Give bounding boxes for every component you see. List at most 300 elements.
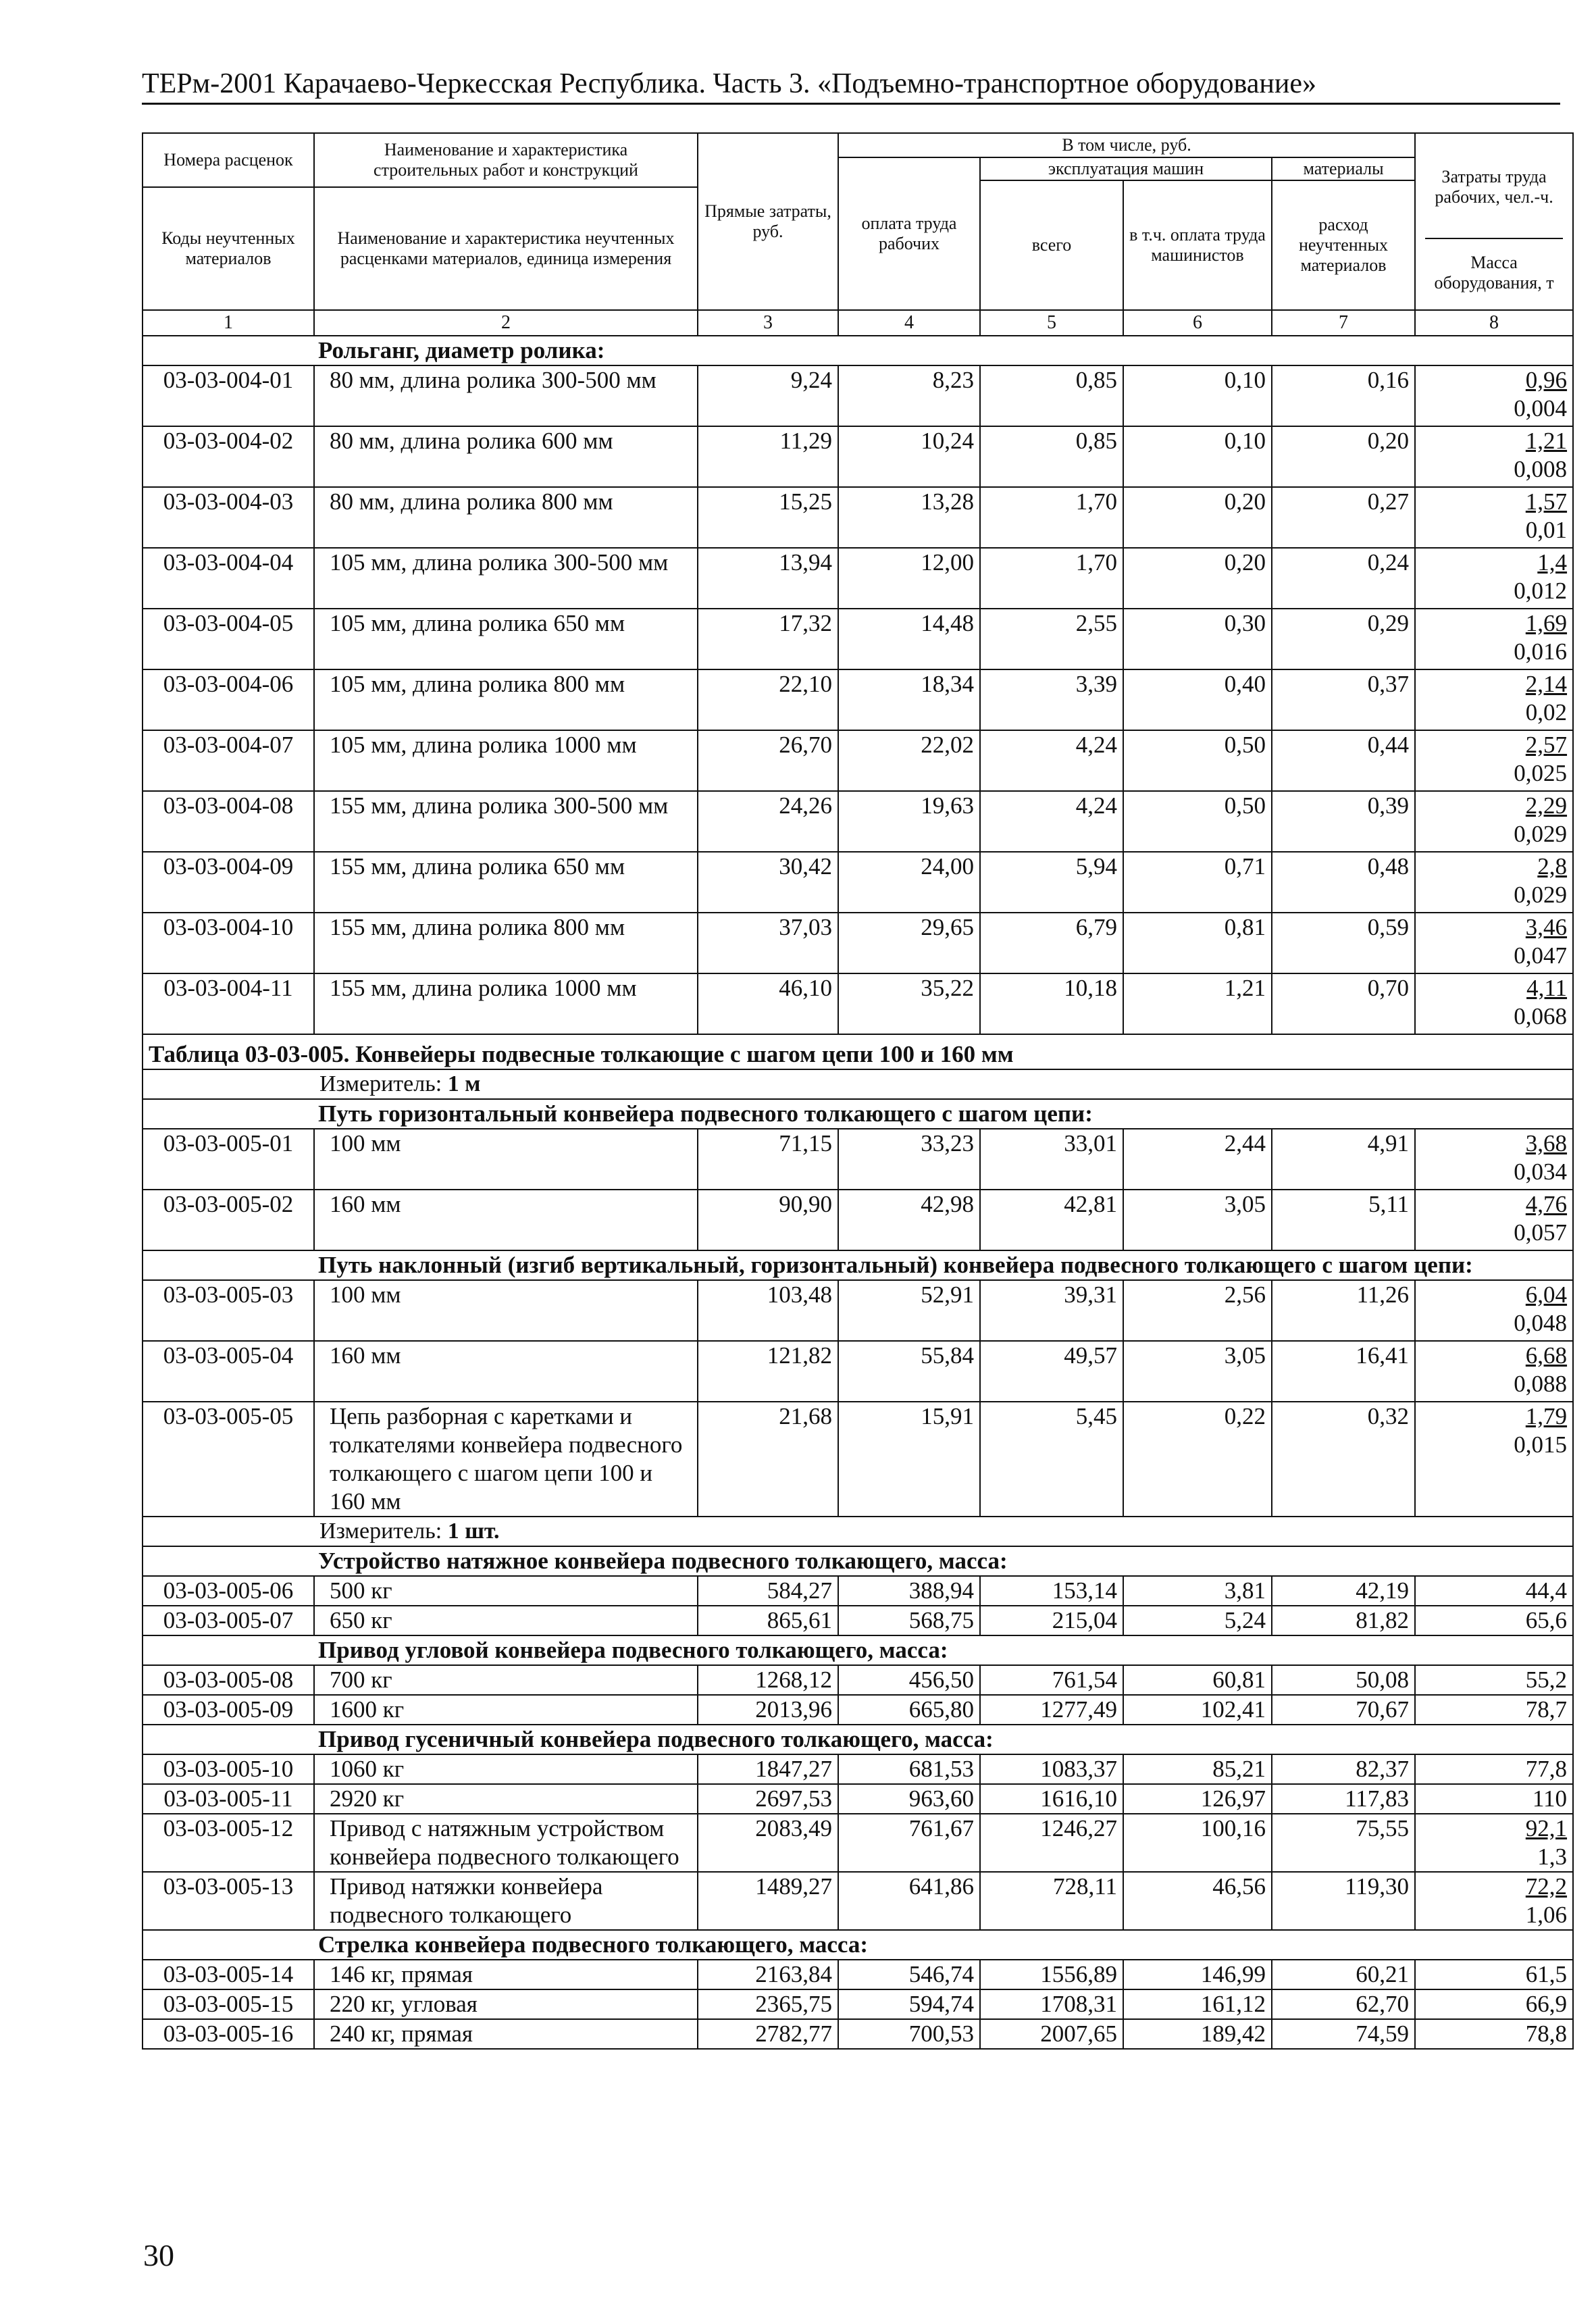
operators-cost: 0,50 [1123,730,1272,791]
table-row [143,1606,1573,1635]
spacer-cell [143,1034,1573,1040]
hours-mass-cell [1415,426,1573,487]
hours-mass-cell [1415,487,1573,548]
labor-hours: 2,29 [1525,792,1568,819]
materials-cost: 119,30 [1272,1872,1415,1930]
hours-mass-cell [1415,1695,1573,1725]
spacer-row [143,1034,1573,1040]
machines-cost: 1,70 [980,548,1123,609]
equipment-mass: 1,3 [1537,1844,1568,1870]
direct-cost: 21,68 [698,1402,838,1517]
operators-cost: 60,81 [1123,1665,1272,1695]
labor-hours: 0,96 [1525,367,1568,393]
table-row [143,1129,1573,1190]
section-spacer [143,1635,314,1665]
header-rule [142,103,1560,105]
machines-cost: 1,70 [980,487,1123,548]
section-heading: Привод угловой конвейера подвесного толкающего, масса: [314,1635,1573,1665]
table-row [143,1989,1573,2019]
machines-cost: 4,24 [980,730,1123,791]
section-heading: Рольганг, диаметр ролика: [314,336,1573,365]
hours-mass-cell [1415,2019,1573,2049]
direct-cost: 121,82 [698,1341,838,1402]
col6-header: в т.ч. оплата труда машинистов [1123,180,1272,310]
labor-cost: 546,74 [838,1960,980,1989]
operators-cost: 0,40 [1123,669,1272,730]
work-name: 220 кг, угловая [314,1989,698,2019]
labor-hours: 92,1 [1525,1815,1568,1841]
labor-hours: 65,6 [1525,1607,1568,1633]
equipment-mass: 0,01 [1525,517,1568,543]
rate-code: 03-03-004-10 [143,913,314,973]
labor-cost: 594,74 [838,1989,980,2019]
materials-cost: 0,24 [1272,548,1415,609]
labor-cost: 641,86 [838,1872,980,1930]
norms-table [142,132,1574,2050]
section-spacer [143,336,314,365]
section-heading: Путь наклонный (изгиб вертикальный, горизонтальный) конвейера подвесного толкающего с шагом цепи: [314,1250,1573,1280]
table-title: Таблица 03-03-005. Конвейеры подвесные толкающие с шагом цепи 100 и 160 мм [143,1040,1573,1069]
hours-mass-cell [1415,1280,1573,1341]
operators-cost: 0,81 [1123,913,1272,973]
rate-code: 03-03-005-02 [143,1190,314,1250]
page-number: 30 [143,2238,174,2272]
work-name: 155 мм, длина ролика 1000 мм [314,973,698,1034]
rate-code: 03-03-005-09 [143,1695,314,1725]
labor-cost: 10,24 [838,426,980,487]
table-row [143,1665,1573,1695]
direct-cost: 13,94 [698,548,838,609]
machines-cost: 10,18 [980,973,1123,1034]
labor-cost: 700,53 [838,2019,980,2049]
labor-hours: 61,5 [1525,1961,1568,1987]
operators-cost: 85,21 [1123,1754,1272,1784]
operators-cost: 0,10 [1123,426,1272,487]
labor-cost: 13,28 [838,487,980,548]
materials-cost: 81,82 [1272,1606,1415,1635]
direct-cost: 17,32 [698,609,838,669]
hours-mass-cell [1415,1341,1573,1402]
rate-code: 03-03-004-05 [143,609,314,669]
hours-mass-cell [1415,1606,1573,1635]
work-name: Цепь разборная с каретками и толкателями конвейера подвесного толкающего с шагом цепи 100 и 160 мм [314,1402,698,1517]
work-name: 80 мм, длина ролика 600 мм [314,426,698,487]
operators-cost: 102,41 [1123,1695,1272,1725]
equipment-mass: 0,025 [1514,760,1568,786]
table-row [143,1784,1573,1814]
measure-cell [314,1069,1573,1099]
labor-cost: 12,00 [838,548,980,609]
direct-cost: 46,10 [698,973,838,1034]
materials-cost: 62,70 [1272,1989,1415,2019]
machines-cost: 6,79 [980,913,1123,973]
machines-cost: 4,24 [980,791,1123,852]
materials-header: материалы [1272,157,1415,180]
materials-cost: 0,48 [1272,852,1415,913]
hours-mass-cell [1415,1872,1573,1930]
operators-cost: 0,22 [1123,1402,1272,1517]
labor-cost: 761,67 [838,1814,980,1872]
work-name: 105 мм, длина ролика 1000 мм [314,730,698,791]
labor-hours: 66,9 [1525,1991,1568,2017]
equipment-mass: 0,015 [1514,1431,1568,1458]
labor-cost: 963,60 [838,1784,980,1814]
table-row [143,852,1573,913]
labor-cost: 8,23 [838,365,980,426]
work-name: 105 мм, длина ролика 650 мм [314,609,698,669]
hours-mass-cell [1415,1754,1573,1784]
rate-code: 03-03-005-11 [143,1784,314,1814]
direct-cost: 37,03 [698,913,838,973]
measure-row [143,1069,1573,1099]
materials-cost: 70,67 [1272,1695,1415,1725]
work-name: 2920 кг [314,1784,698,1814]
labor-hours: 6,68 [1525,1342,1568,1369]
direct-cost: 30,42 [698,852,838,913]
direct-cost: 103,48 [698,1280,838,1341]
hours-mass-cell [1415,852,1573,913]
section-heading: Путь горизонтальный конвейера подвесного толкающего с шагом цепи: [314,1099,1573,1129]
materials-cost: 42,19 [1272,1576,1415,1606]
work-name: 100 мм [314,1129,698,1190]
measure-row [143,1517,1573,1546]
operators-cost: 0,50 [1123,791,1272,852]
col2-bottom-label: Наименование и характеристика неучтенных расценками материалов, единица измерения [337,228,675,268]
machines-cost: 1616,10 [980,1784,1123,1814]
labor-hours: 2,57 [1525,732,1568,758]
hours-mass-cell [1415,669,1573,730]
table-row [143,426,1573,487]
machines-cost: 5,45 [980,1402,1123,1517]
machines-cost: 1277,49 [980,1695,1123,1725]
table-row [143,669,1573,730]
machines-cost: 5,94 [980,852,1123,913]
col8-bottom-label: Масса оборудования, т [1434,253,1554,293]
labor-cost: 18,34 [838,669,980,730]
measure-spacer [143,1517,314,1546]
labor-hours: 2,14 [1525,671,1568,697]
work-name: 1060 кг [314,1754,698,1784]
group-header: В том числе, руб. [838,133,1415,157]
direct-cost: 1268,12 [698,1665,838,1695]
rate-code: 03-03-005-14 [143,1960,314,1989]
col-number: 2 [314,310,698,336]
operators-cost: 0,30 [1123,609,1272,669]
rate-code: 03-03-005-07 [143,1606,314,1635]
col-number: 4 [838,310,980,336]
labor-cost: 33,23 [838,1129,980,1190]
col8-top-label: Затраты труда рабочих, чел.-ч. [1435,167,1553,207]
group-heading-row [143,1635,1573,1665]
operators-cost: 2,44 [1123,1129,1272,1190]
hours-mass-cell [1415,548,1573,609]
page-header: ТЕРм-2001 Карачаево-Черкесская Республика. Часть 3. «Подъемно-транспортное оборудование» [142,68,1317,99]
materials-cost: 0,29 [1272,609,1415,669]
equipment-mass: 0,088 [1514,1371,1568,1397]
header-row-1 [143,133,1573,157]
col-number: 1 [143,310,314,336]
table-title-row [143,1040,1573,1069]
rate-code: 03-03-004-08 [143,791,314,852]
section-spacer [143,1725,314,1754]
equipment-mass: 0,034 [1514,1159,1568,1185]
materials-cost: 75,55 [1272,1814,1415,1872]
materials-cost: 60,21 [1272,1960,1415,1989]
work-name: 105 мм, длина ролика 800 мм [314,669,698,730]
rate-code: 03-03-005-06 [143,1576,314,1606]
machines-cost: 1556,89 [980,1960,1123,1989]
col-number: 7 [1272,310,1415,336]
labor-hours: 2,8 [1537,853,1568,880]
labor-cost: 55,84 [838,1341,980,1402]
col2-top-label: Наименование и характеристика строительных работ и конструкций [374,140,638,180]
direct-cost: 2697,53 [698,1784,838,1814]
machines-header: эксплуатация машин [980,157,1272,180]
materials-cost: 50,08 [1272,1665,1415,1695]
table-row [143,1754,1573,1784]
labor-cost: 15,91 [838,1402,980,1517]
group-heading-row [143,1250,1573,1280]
machines-cost: 49,57 [980,1341,1123,1402]
hours-mass-cell [1415,1665,1573,1695]
table-row [143,730,1573,791]
machines-cost: 1708,31 [980,1989,1123,2019]
labor-cost: 14,48 [838,609,980,669]
labor-cost: 22,02 [838,730,980,791]
col-number: 6 [1123,310,1272,336]
table-row [143,1695,1573,1725]
labor-cost: 19,63 [838,791,980,852]
operators-cost: 100,16 [1123,1814,1272,1872]
table-row [143,1280,1573,1341]
work-name: 650 кг [314,1606,698,1635]
col4-header: оплата труда рабочих [838,157,980,310]
operators-cost: 161,12 [1123,1989,1272,2019]
work-name: 100 мм [314,1280,698,1341]
work-name: 160 мм [314,1341,698,1402]
col5-header: всего [980,180,1123,310]
work-name: 80 мм, длина ролика 800 мм [314,487,698,548]
machines-cost: 1083,37 [980,1754,1123,1784]
labor-cost: 52,91 [838,1280,980,1341]
machines-cost: 0,85 [980,365,1123,426]
hours-mass-cell [1415,1190,1573,1250]
direct-cost: 11,29 [698,426,838,487]
group-heading-row [143,1099,1573,1129]
operators-cost: 189,42 [1123,2019,1272,2049]
col2-header [314,133,698,310]
measure-label: Измеритель: [319,1519,442,1544]
direct-cost: 26,70 [698,730,838,791]
machines-cost: 0,85 [980,426,1123,487]
section-spacer [143,1250,314,1280]
equipment-mass: 0,004 [1514,395,1568,422]
machines-cost: 2007,65 [980,2019,1123,2049]
work-name: 155 мм, длина ролика 800 мм [314,913,698,973]
labor-hours: 1,57 [1525,488,1568,515]
materials-cost: 5,11 [1272,1190,1415,1250]
operators-cost: 0,20 [1123,487,1272,548]
table-row [143,1872,1573,1930]
direct-cost: 584,27 [698,1576,838,1606]
materials-cost: 0,59 [1272,913,1415,973]
col1-top-label: Номера расценок [163,150,293,170]
col1-header [143,133,314,310]
rate-code: 03-03-005-08 [143,1665,314,1695]
rate-code: 03-03-005-03 [143,1280,314,1341]
measure-cell [314,1517,1573,1546]
materials-cost: 0,20 [1272,426,1415,487]
col1-bottom-label: Коды неучтенных материалов [161,228,295,268]
rate-code: 03-03-005-12 [143,1814,314,1872]
operators-cost: 5,24 [1123,1606,1272,1635]
rate-code: 03-03-004-07 [143,730,314,791]
direct-cost: 1847,27 [698,1754,838,1784]
table-row [143,1576,1573,1606]
operators-cost: 3,05 [1123,1190,1272,1250]
labor-cost: 681,53 [838,1754,980,1784]
labor-hours: 4,11 [1526,975,1568,1001]
section-heading-row [143,336,1573,365]
materials-cost: 0,37 [1272,669,1415,730]
hours-mass-cell [1415,730,1573,791]
labor-hours: 77,8 [1525,1756,1568,1782]
machines-cost: 2,55 [980,609,1123,669]
equipment-mass: 0,029 [1514,882,1568,908]
rate-code: 03-03-004-02 [143,426,314,487]
equipment-mass: 1,06 [1525,1902,1568,1928]
operators-cost: 3,05 [1123,1341,1272,1402]
rate-code: 03-03-005-04 [143,1341,314,1402]
labor-cost: 568,75 [838,1606,980,1635]
column-numbers-row [143,310,1573,336]
operators-cost: 1,21 [1123,973,1272,1034]
measure-value: 1 м [447,1071,481,1096]
direct-cost: 24,26 [698,791,838,852]
table-row [143,973,1573,1034]
labor-hours: 4,76 [1525,1191,1568,1217]
work-name: 146 кг, прямая [314,1960,698,1989]
labor-cost: 388,94 [838,1576,980,1606]
equipment-mass: 0,008 [1514,456,1568,482]
labor-hours: 44,4 [1525,1577,1568,1604]
labor-hours: 3,46 [1525,914,1568,940]
table-row [143,913,1573,973]
materials-cost: 82,37 [1272,1754,1415,1784]
col-number: 5 [980,310,1123,336]
direct-cost: 22,10 [698,669,838,730]
work-name: Привод натяжки конвейера подвесного толкающего [314,1872,698,1930]
table-row [143,548,1573,609]
materials-cost: 4,91 [1272,1129,1415,1190]
direct-cost: 15,25 [698,487,838,548]
table-row [143,1190,1573,1250]
operators-cost: 0,10 [1123,365,1272,426]
direct-cost: 2163,84 [698,1960,838,1989]
equipment-mass: 0,048 [1514,1310,1568,1336]
labor-hours: 3,68 [1525,1130,1568,1156]
section-spacer [143,1546,314,1576]
labor-hours: 55,2 [1525,1667,1568,1693]
operators-cost: 146,99 [1123,1960,1272,1989]
machines-cost: 33,01 [980,1129,1123,1190]
direct-cost: 2013,96 [698,1695,838,1725]
machines-cost: 39,31 [980,1280,1123,1341]
labor-hours: 72,2 [1525,1873,1568,1900]
labor-hours: 1,69 [1525,610,1568,636]
rate-code: 03-03-004-11 [143,973,314,1034]
equipment-mass: 0,057 [1514,1219,1568,1246]
equipment-mass: 0,029 [1514,821,1568,847]
machines-cost: 153,14 [980,1576,1123,1606]
operators-cost: 0,20 [1123,548,1272,609]
materials-cost: 0,32 [1272,1402,1415,1517]
operators-cost: 46,56 [1123,1872,1272,1930]
labor-cost: 29,65 [838,913,980,973]
labor-hours: 78,7 [1525,1696,1568,1723]
work-name: 500 кг [314,1576,698,1606]
hours-mass-cell [1415,1814,1573,1872]
measure-spacer [143,1069,314,1099]
equipment-mass: 0,012 [1514,578,1568,604]
direct-cost: 1489,27 [698,1872,838,1930]
hours-mass-cell [1415,609,1573,669]
table-row [143,1341,1573,1402]
section-heading: Стрелка конвейера подвесного толкающего, масса: [314,1930,1573,1960]
materials-cost: 117,83 [1272,1784,1415,1814]
hours-mass-cell [1415,1129,1573,1190]
work-name: 160 мм [314,1190,698,1250]
work-name: 240 кг, прямая [314,2019,698,2049]
labor-cost: 42,98 [838,1190,980,1250]
table-row [143,1960,1573,1989]
table-row [143,609,1573,669]
table-row [143,487,1573,548]
table-row [143,1402,1573,1517]
machines-cost: 42,81 [980,1190,1123,1250]
materials-cost: 0,39 [1272,791,1415,852]
labor-cost: 24,00 [838,852,980,913]
work-name: 700 кг [314,1665,698,1695]
rate-code: 03-03-004-03 [143,487,314,548]
labor-cost: 456,50 [838,1665,980,1695]
operators-cost: 2,56 [1123,1280,1272,1341]
table-row [143,365,1573,426]
work-name: 80 мм, длина ролика 300-500 мм [314,365,698,426]
hours-mass-cell [1415,913,1573,973]
direct-cost: 2083,49 [698,1814,838,1872]
direct-cost: 71,15 [698,1129,838,1190]
labor-hours: 78,8 [1525,2020,1568,2047]
col-number: 3 [698,310,838,336]
labor-hours: 1,4 [1537,549,1568,576]
col3-header: Прямые затраты, руб. [698,133,838,310]
section-heading: Устройство натяжное конвейера подвесного толкающего, масса: [314,1546,1573,1576]
group-heading-row [143,1930,1573,1960]
hours-mass-cell [1415,973,1573,1034]
rate-code: 03-03-005-15 [143,1989,314,2019]
equipment-mass: 0,068 [1514,1003,1568,1030]
measure-label: Измеритель: [319,1071,442,1096]
measure-value: 1 шт. [447,1519,500,1544]
rate-code: 03-03-004-04 [143,548,314,609]
group-heading-row [143,1725,1573,1754]
operators-cost: 0,71 [1123,852,1272,913]
materials-cost: 0,44 [1272,730,1415,791]
hours-mass-cell [1415,1960,1573,1989]
rate-code: 03-03-004-01 [143,365,314,426]
rate-code: 03-03-004-09 [143,852,314,913]
